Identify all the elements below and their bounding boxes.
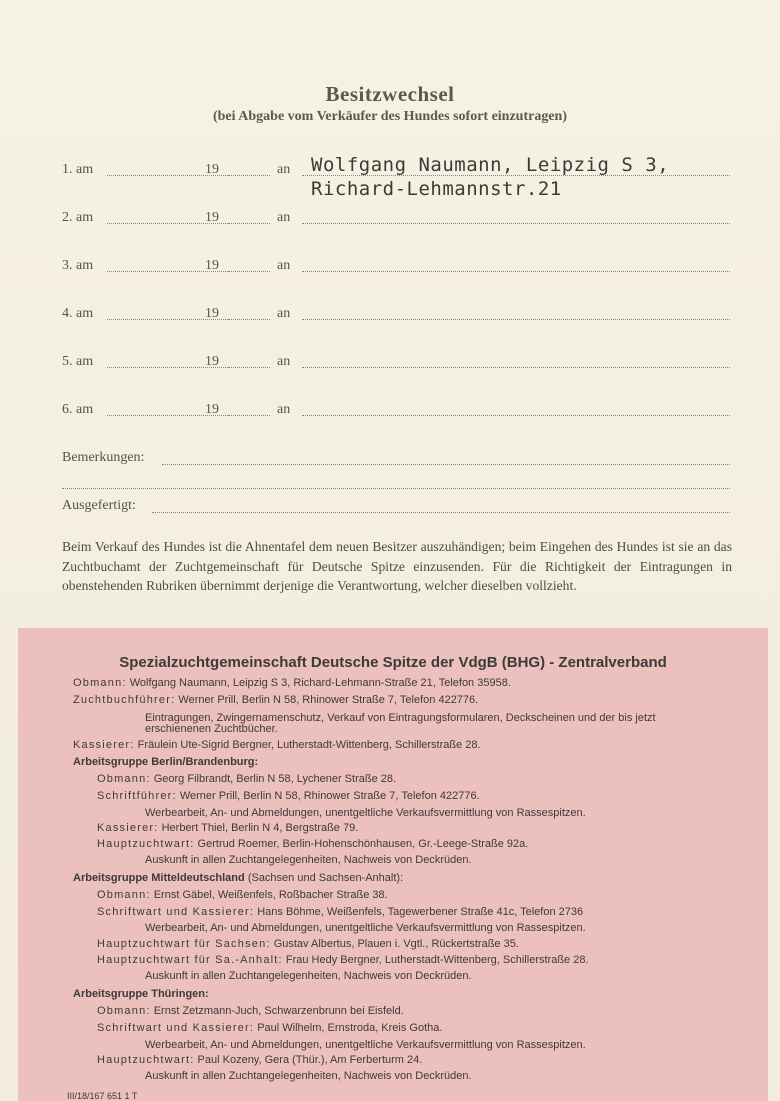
- club-line: Obmann: Ernst Zetzmann-Juch, Schwarzenbrunn bei Eisfeld.: [97, 1005, 404, 1017]
- club-line: Werbearbeit, An- und Abmeldungen, unentgeltliche Verkaufsvermittlung von Rassespitzen.: [145, 1039, 586, 1051]
- row-an: an: [277, 258, 291, 273]
- club-line: Werbearbeit, An- und Abmeldungen, unentgeltliche Verkaufsvermittlung von Rassespitzen.: [145, 922, 586, 934]
- ownership-row-5: [62, 354, 732, 376]
- club-line: Obmann: Georg Filbrandt, Berlin N 58, Lychener Straße 28.: [97, 773, 397, 785]
- year-dotted-line: [228, 415, 270, 416]
- row-number: 4. am: [62, 306, 94, 321]
- row-year: 19: [205, 354, 219, 369]
- row-year: 19: [205, 402, 219, 417]
- club-line: Obmann: Ernst Gäbel, Weißenfels, Roßbacher Straße 38.: [97, 889, 388, 901]
- club-line: Zuchtbuchführer: Werner Prill, Berlin N 58, Rhinower Straße 7, Telefon 422776.: [73, 694, 479, 706]
- row-number: 5. am: [62, 354, 94, 369]
- row-an: an: [277, 210, 291, 225]
- club-line: Eintragungen, Zwingernamenschutz, Verkauf von Eintragungsformularen, Deckscheinen und der bis jetzt: [145, 712, 656, 724]
- club-line: Schriftwart und Kassierer: Hans Böhme, Weißenfels, Tagewerbener Straße 41c, Telefon 2736: [97, 906, 584, 918]
- group-heading: Arbeitsgruppe Berlin/Brandenburg:: [73, 756, 259, 768]
- owner-dotted-line: [302, 223, 730, 224]
- group-heading: Arbeitsgruppe Thüringen:: [73, 988, 209, 1000]
- ownership-row-3: [62, 258, 732, 280]
- year-dotted-line: [228, 367, 270, 368]
- club-line: Hauptzuchtwart: Paul Kozeny, Gera (Thür.), Am Ferberturm 24.: [97, 1054, 423, 1066]
- bemerkungen-line-2: [62, 488, 730, 489]
- club-line: Schriftwart und Kassierer: Paul Wilhelm, Ernstroda, Kreis Gotha.: [97, 1022, 443, 1034]
- group-heading: Arbeitsgruppe Mitteldeutschland (Sachsen und Sachsen-Anhalt):: [73, 872, 404, 884]
- year-dotted-line: [228, 175, 270, 176]
- row-year: 19: [205, 210, 219, 225]
- owner-dotted-line: [302, 319, 730, 320]
- club-line: Auskunft in allen Zuchtangelegenheiten, Nachweis von Deckrüden.: [145, 854, 472, 866]
- row-number: 3. am: [62, 258, 94, 273]
- club-line: Kassierer: Herbert Thiel, Berlin N 4, Bergstraße 79.: [97, 822, 359, 834]
- club-line: Werbearbeit, An- und Abmeldungen, unentgeltliche Verkaufsvermittlung von Rassespitzen.: [145, 807, 586, 819]
- row-number: 1. am: [62, 162, 94, 177]
- row-an: an: [277, 402, 291, 417]
- ownership-row-4: [62, 306, 732, 328]
- club-line: Obmann: Wolfgang Naumann, Leipzig S 3, Richard-Lehmann-Straße 21, Telefon 35958.: [73, 677, 511, 689]
- row-year: 19: [205, 162, 219, 177]
- club-line: erschienenen Zuchtbücher.: [145, 723, 278, 735]
- ownership-row-6: [62, 402, 732, 424]
- row-year: 19: [205, 306, 219, 321]
- year-dotted-line: [228, 271, 270, 272]
- club-line: Auskunft in allen Zuchtangelegenheiten, Nachweis von Deckrüden.: [145, 970, 472, 982]
- owner-dotted-line: [302, 367, 730, 368]
- row-number: 6. am: [62, 402, 94, 417]
- ausgefertigt-label: Ausgefertigt:: [62, 498, 136, 513]
- bemerkungen-label: Bemerkungen:: [62, 450, 145, 465]
- year-dotted-line: [228, 223, 270, 224]
- page-subtitle: (bei Abgabe vom Verkäufer des Hundes sofort einzutragen): [212, 109, 568, 124]
- owner-dotted-line: [302, 415, 730, 416]
- club-line: Hauptzuchtwart für Sachsen: Gustav Albertus, Plauen i. Vgtl., Rückertstraße 35.: [97, 938, 519, 950]
- owner-dotted-line: [302, 271, 730, 272]
- print-code: III/18/167 651 1 T: [67, 1091, 138, 1101]
- row-an: an: [277, 162, 291, 177]
- club-line: Auskunft in allen Zuchtangelegenheiten, Nachweis von Deckrüden.: [145, 1070, 472, 1082]
- club-line: Schriftführer: Werner Prill, Berlin N 58, Rhinower Straße 7, Telefon 422776.: [97, 790, 480, 802]
- ownership-row-2: [62, 210, 732, 232]
- typed-owner-line-2: Richard-Lehmannstr.21: [311, 178, 562, 200]
- instruction-paragraph: Beim Verkauf des Hundes ist die Ahnentafel dem neuen Besitzer auszuhändigen; beim Eingehen des Hundes ist sie an das Zuchtbuchamt der Zuchtgemeinschaft für Deutsche Spitze einzusenden. Für die Richtigkeit der Eintragungen in obenstehenden Rubriken übernimmt derjenige die Verantwortung, welcher dieselben vollzieht.: [62, 539, 732, 593]
- row-year: 19: [205, 258, 219, 273]
- typed-owner-line-1: Wolfgang Naumann, Leipzig S 3,: [311, 154, 670, 176]
- row-an: an: [277, 354, 291, 369]
- club-title: Spezialzuchtgemeinschaft Deutsche Spitze der VdgB (BHG) - Zentralverband: [119, 654, 667, 671]
- row-number: 2. am: [62, 210, 94, 225]
- club-line: Hauptzuchtwart für Sa.-Anhalt: Frau Hedy Bergner, Lutherstadt-Wittenberg, Schillerstraße 28.: [97, 954, 589, 966]
- club-line: Hauptzuchtwart: Gertrud Roemer, Berlin-Hohenschönhausen, Gr.-Leege-Straße 92a.: [97, 838, 529, 850]
- bemerkungen-line: [162, 464, 730, 465]
- year-dotted-line: [228, 319, 270, 320]
- row-an: an: [277, 306, 291, 321]
- page-title: Besitzwechsel: [325, 82, 455, 106]
- ausgefertigt-line: [152, 512, 730, 513]
- club-line: Kassierer: Fräulein Ute-Sigrid Bergner, Lutherstadt-Wittenberg, Schillerstraße 28.: [73, 739, 481, 751]
